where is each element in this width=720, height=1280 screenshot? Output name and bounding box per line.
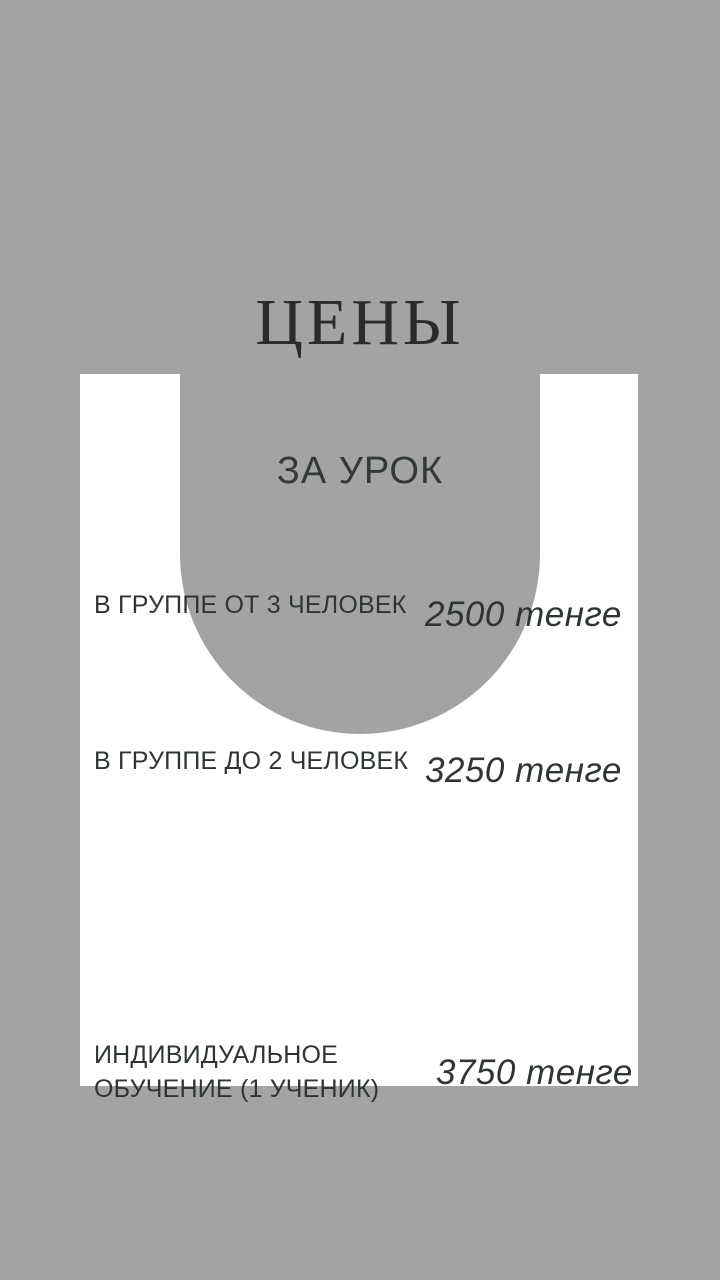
price-row bbox=[80, 1038, 640, 1178]
page-title: ЦЕНЫ bbox=[255, 286, 465, 359]
price-value: 3250 тенге bbox=[425, 751, 622, 790]
price-value: 2500 тенге bbox=[425, 595, 622, 634]
price-label: В ГРУППЕ ОТ 3 ЧЕЛОВЕК bbox=[94, 591, 407, 619]
price-label: В ГРУППЕ ДО 2 ЧЕЛОВЕК bbox=[94, 747, 409, 775]
price-row bbox=[80, 736, 640, 876]
price-label: ИНДИВИДУАЛЬНОЕ ОБУЧЕНИЕ (1 УЧЕНИК) bbox=[94, 1041, 380, 1103]
price-row bbox=[80, 580, 640, 720]
price-list bbox=[80, 580, 640, 1178]
page-subtitle: ЗА УРОК bbox=[276, 450, 444, 492]
price-value: 3750 тенге bbox=[436, 1053, 633, 1092]
